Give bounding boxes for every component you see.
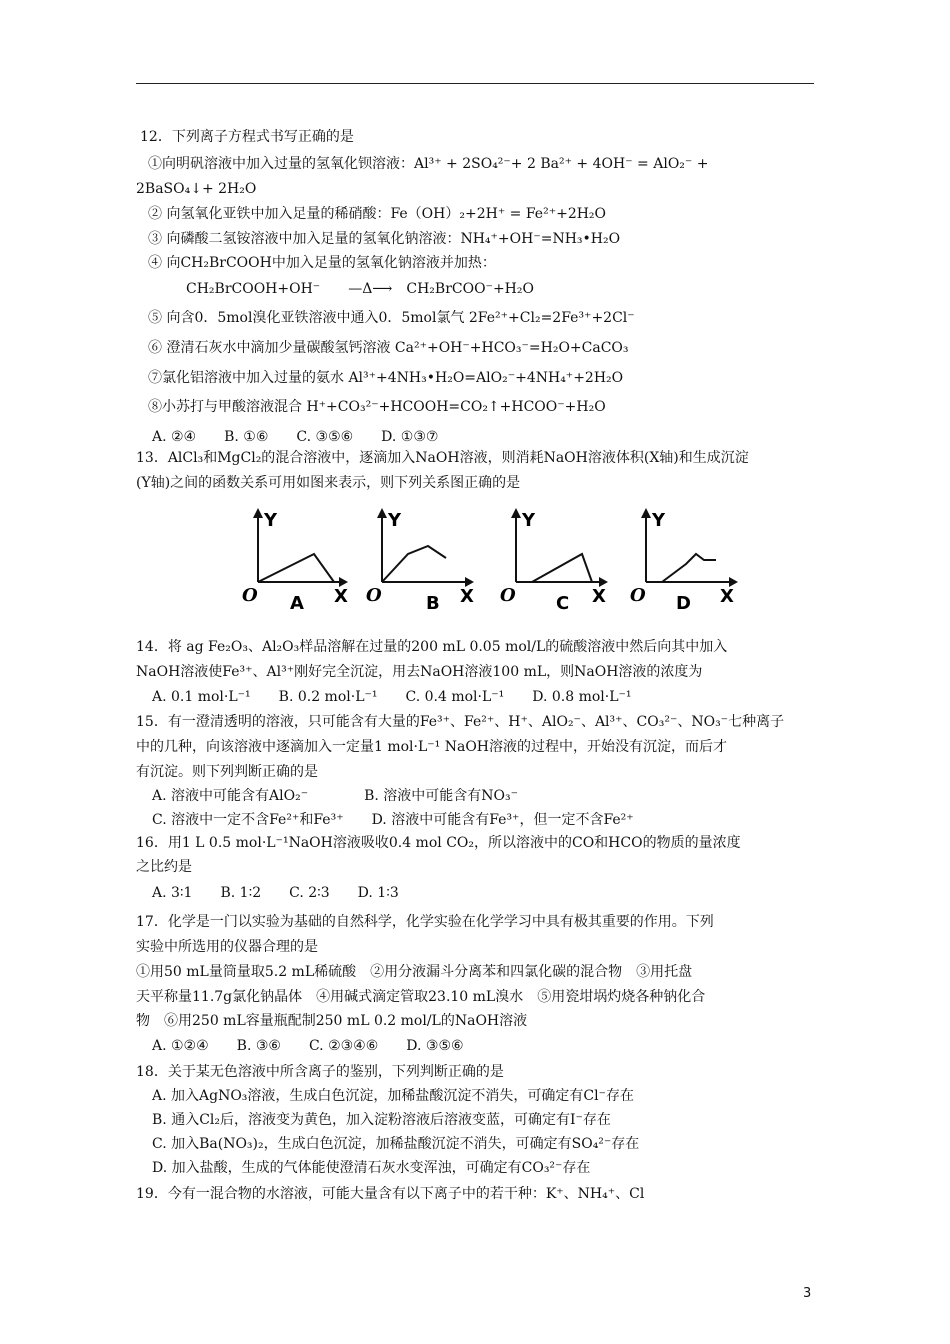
q12-item-6: ⑥ 澄清石灰水中滴加少量碳酸氢钙溶液 Ca²⁺+OH⁻+HCO₃⁻=H₂O+CaCO₃ <box>148 340 629 356</box>
question-12-stem: 12．下列离子方程式书写正确的是 <box>140 129 354 145</box>
question-15-stem: 15．有一澄清透明的溶液，只可能含有大量的Fe³⁺、Fe²⁺、H⁺、AlO₂⁻、Al³⁺、CO₃²⁻、NO₃⁻七种离子 <box>136 714 785 730</box>
y-axis-label: Y <box>652 510 666 531</box>
q18-option-b: B. 通入Cl₂后，溶液变为黄色，加入淀粉溶液后溶液变蓝，可确定有I⁻存在 <box>152 1112 611 1128</box>
question-14-stem-cont: NaOH溶液使Fe³⁺、Al³⁺刚好完全沉淀，用去NaOH溶液100 mL，则NaOH溶液的浓度为 <box>136 664 703 680</box>
question-15-stem-cont2: 有沉淀。则下列判断正确的是 <box>136 764 318 780</box>
q18-option-d: D. 加入盐酸，生成的气体能使澄清石灰水变浑浊，可确定有CO₃²⁻存在 <box>152 1160 591 1176</box>
q14-options: A. 0.1 mol·L⁻¹ B. 0.2 mol·L⁻¹ C. 0.4 mol·L⁻¹ D. 0.8 mol·L⁻¹ <box>152 689 632 705</box>
graph-label-b: B <box>426 593 440 614</box>
question-13-stem-cont: (Y轴)之间的函数关系可用如图来表示，则下列关系图正确的是 <box>136 475 521 491</box>
x-axis-label: X <box>334 586 348 607</box>
x-axis-label: X <box>460 586 474 607</box>
origin-label: O <box>630 585 646 606</box>
origin-label: O <box>500 585 516 606</box>
q18-option-c: C. 加入Ba(NO₃)₂，生成白色沉淀，加稀盐酸沉淀不消失，可确定有SO₄²⁻存在 <box>152 1136 640 1152</box>
q12-options: A. ②④ B. ①⑥ C. ③⑤⑥ D. ①③⑦ <box>152 429 439 445</box>
q17-items-2: 天平称量11.7g氯化钠晶体 ④用碱式滴定管取23.10 mL溴水 ⑤用瓷坩埚灼烧各种钠化合 <box>136 989 706 1005</box>
graph-a <box>236 498 356 618</box>
question-17-stem-cont: 实验中所选用的仪器合理的是 <box>136 939 318 955</box>
origin-label: O <box>242 585 258 606</box>
graph-d <box>628 498 748 618</box>
header-rule <box>136 83 814 84</box>
graph-label-d: D <box>676 593 691 614</box>
q15-options-cd: C. 溶液中一定不含Fe²⁺和Fe³⁺ D. 溶液中可能含有Fe³⁺，但一定不含Fe²⁺ <box>152 812 634 828</box>
q12-item-2: ② 向氢氧化亚铁中加入足量的稀硝酸：Fe（OH）₂+2H⁺ = Fe²⁺+2H₂O <box>148 206 607 222</box>
y-axis-label: Y <box>388 510 402 531</box>
graph-b <box>364 498 484 618</box>
q12-item-1-cont: 2BaSO₄↓+ 2H₂O <box>136 181 257 197</box>
y-axis-label: Y <box>522 510 536 531</box>
q12-item-3: ③ 向磷酸二氢铵溶液中加入足量的氢氧化钠溶液：NH₄⁺+OH⁻=NH₃•H₂O <box>148 231 621 247</box>
curve-c <box>532 554 592 582</box>
question-13-stem: 13．AlCl₃和MgCl₂的混合溶液中，逐滴加入NaOH溶液，则消耗NaOH溶液体积(X轴)和生成沉淀 <box>136 450 749 466</box>
q15-options-ab: A. 溶液中可能含有AlO₂⁻ B. 溶液中可能含有NO₃⁻ <box>152 788 518 804</box>
question-16-stem-cont: 之比约是 <box>136 859 192 875</box>
x-axis-label: X <box>592 586 606 607</box>
question-16-stem: 16．用1 L 0.5 mol·L⁻¹NaOH溶液吸收0.4 mol CO₂，所以溶液中的CO和HCO的物质的量浓度 <box>136 835 741 851</box>
q12-item-5: ⑤ 向含0．5mol溴化亚铁溶液中通入0．5mol氯气 2Fe²⁺+Cl₂=2Fe³⁺+2Cl⁻ <box>148 310 635 326</box>
q17-options: A. ①②④ B. ③⑥ C. ②③④⑥ D. ③⑤⑥ <box>152 1038 464 1054</box>
y-axis-label: Y <box>264 510 278 531</box>
q12-item-8: ⑧小苏打与甲酸溶液混合 H⁺+CO₃²⁻+HCOOH=CO₂↑+HCOO⁻+H₂O <box>148 399 606 415</box>
q12-item-7: ⑦氯化铝溶液中加入过量的氨水 Al³⁺+4NH₃•H₂O=AlO₂⁻+4NH₄⁺+2H₂O <box>148 370 624 386</box>
q12-item-4: ④ 向CH₂BrCOOH中加入足量的氢氧化钠溶液并加热： <box>148 255 496 271</box>
q16-options: A. 3∶1 B. 1∶2 C. 2∶3 D. 1∶3 <box>152 885 399 901</box>
q17-items-1: ①用50 mL量筒量取5.2 mL稀硫酸 ②用分液漏斗分离苯和四氯化碳的混合物 ③用托盘 <box>136 964 693 980</box>
curve-a <box>258 554 334 582</box>
page-number: 3 <box>803 1286 812 1301</box>
curve-d <box>662 554 716 582</box>
question-19-stem: 19．今有一混合物的水溶液，可能大量含有以下离子中的若干种：K⁺、NH₄⁺、Cl <box>136 1186 645 1202</box>
x-axis-label: X <box>720 586 734 607</box>
q12-item-4-equation: CH₂BrCOOH+OH⁻ —Δ⟶ CH₂BrCOO⁻+H₂O <box>186 281 534 297</box>
question-18-stem: 18．关于某无色溶液中所含离子的鉴别，下列判断正确的是 <box>136 1064 504 1080</box>
question-14-stem: 14．将 ag Fe₂O₃、Al₂O₃样品溶解在过量的200 mL 0.05 mol/L的硫酸溶液中然后向其中加入 <box>136 639 728 655</box>
origin-label: O <box>366 585 382 606</box>
graph-label-c: C <box>556 593 570 614</box>
graph-label-a: A <box>290 593 304 614</box>
q18-option-a: A. 加入AgNO₃溶液，生成白色沉淀，加稀盐酸沉淀不消失，可确定有Cl⁻存在 <box>152 1088 635 1104</box>
graph-c <box>498 498 618 618</box>
q13-option-graphs <box>236 498 746 618</box>
q12-item-1: ①向明矾溶液中加入过量的氢氧化钡溶液：Al³⁺ + 2SO₄²⁻+ 2 Ba²⁺ + 4OH⁻ = AlO₂⁻ + <box>148 156 709 172</box>
curve-b <box>382 546 446 582</box>
q17-items-3: 物 ⑥用250 mL容量瓶配制250 mL 0.2 mol/L的NaOH溶液 <box>136 1013 528 1029</box>
question-17-stem: 17．化学是一门以实验为基础的自然科学，化学实验在化学学习中具有极其重要的作用。下列 <box>136 914 714 930</box>
question-15-stem-cont: 中的几种，向该溶液中逐滴加入一定量1 mol·L⁻¹ NaOH溶液的过程中，开始没有沉淀，而后才 <box>136 739 728 755</box>
